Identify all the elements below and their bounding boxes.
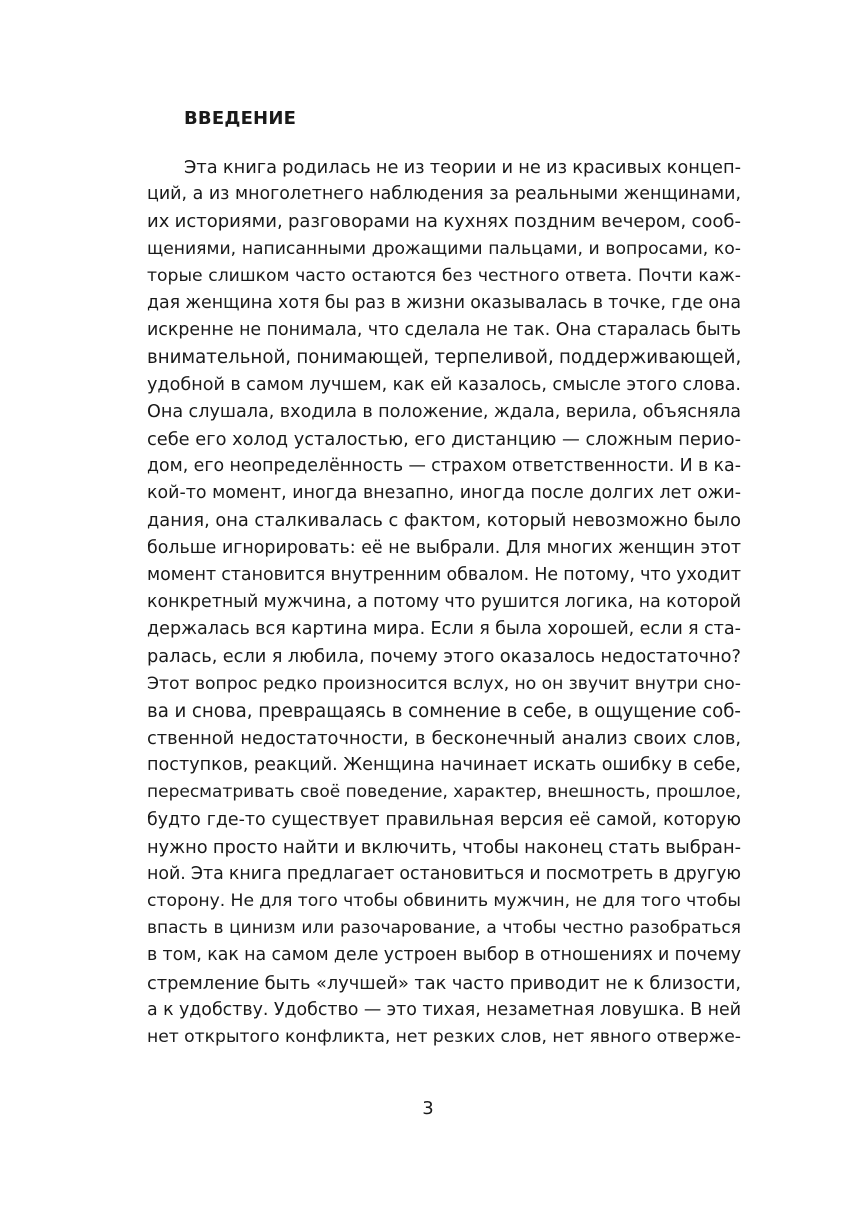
text-line: кой-то момент, иногда внезапно, иногда после долгих лет ожи-	[147, 483, 741, 504]
page-number: 3	[422, 1098, 434, 1119]
text-line: ралась, если я любила, почему этого оказалось недостаточно?	[147, 646, 741, 668]
text-line: нужно просто найти и включить, чтобы наконец стать выбран-	[147, 836, 741, 858]
text-line: ций, а из многолетнего наблюдения за реальными женщинами,	[147, 184, 741, 205]
text-line: в том, как на самом деле устроен выбор в отношениях и почему	[147, 945, 741, 966]
text-line: Эта книга родилась не из теории и не из красивых концеп-	[184, 157, 741, 178]
text-line: внимательной, понимающей, терпеливой, поддерживающей,	[147, 347, 742, 369]
text-line: торые слишком часто остаются без честного ответа. Почти каж-	[147, 265, 741, 286]
text-line: щениями, написанными дрожащими пальцами, и вопросами, ко-	[147, 238, 741, 259]
chapter-heading: ВВЕДЕНИЕ	[184, 108, 297, 129]
body-paragraph	[147, 154, 741, 1051]
text-line: ственной недостаточности, в бесконечный анализ своих слов,	[147, 727, 741, 749]
text-line: Этот вопрос редко произносится вслух, но он звучит внутри сно-	[147, 673, 741, 694]
text-line: дания, она сталкивалась с фактом, который невозможно было	[147, 510, 741, 532]
text-line: ва и снова, превращаясь в сомнение в себе, в ощущение соб-	[147, 700, 741, 722]
text-line: держалась вся картина мира. Если я была хорошей, если я ста-	[147, 619, 741, 640]
text-line: сторону. Не для того чтобы обвинить мужчин, не для того чтобы	[147, 891, 741, 912]
text-line: поступков, реакций. Женщина начинает искать ошибку в себе,	[147, 755, 741, 776]
text-line: ной. Эта книга предлагает остановиться и посмотреть в другую	[147, 863, 741, 884]
text-line: искренне не понимала, что сделала не так. Она старалась быть	[147, 320, 741, 341]
text-line: нет открытого конфликта, нет резких слов, нет явного отверже-	[147, 1027, 741, 1047]
text-line: будто где-то существует правильная версия её самой, которую	[147, 809, 741, 830]
text-line: Она слушала, входила в положение, ждала, верила, объясняла	[147, 401, 741, 422]
text-line: больше игнорировать: её не выбрали. Для многих женщин этот	[147, 537, 741, 558]
text-line: момент становится внутренним обвалом. Не потому, что уходит	[147, 564, 741, 585]
text-line: конкретный мужчина, а потому что рушится логика, на которой	[147, 592, 741, 612]
text-line: удобной в самом лучшем, как ей казалось, смысле этого слова.	[147, 374, 741, 395]
text-line: пересматривать своё поведение, характер, внешность, прошлое,	[147, 782, 741, 803]
text-line: впасть в цинизм или разочарование, а чтобы честно разобраться	[147, 918, 741, 939]
text-line: а к удобству. Удобство — это тихая, незаметная ловушка. В ней	[147, 999, 741, 1020]
text-line: дая женщина хотя бы раз в жизни оказывалась в точке, где она	[147, 292, 741, 313]
text-line: стремление быть «лучшей» так часто приводит не к близости,	[147, 972, 741, 994]
text-line: себе его холод усталостью, его дистанцию — сложным перио-	[147, 428, 741, 450]
text-line: дом, его неопределённость — страхом ответственности. И в ка-	[147, 456, 741, 477]
text-line: их историями, разговорами на кухнях поздним вечером, сооб-	[147, 211, 741, 233]
